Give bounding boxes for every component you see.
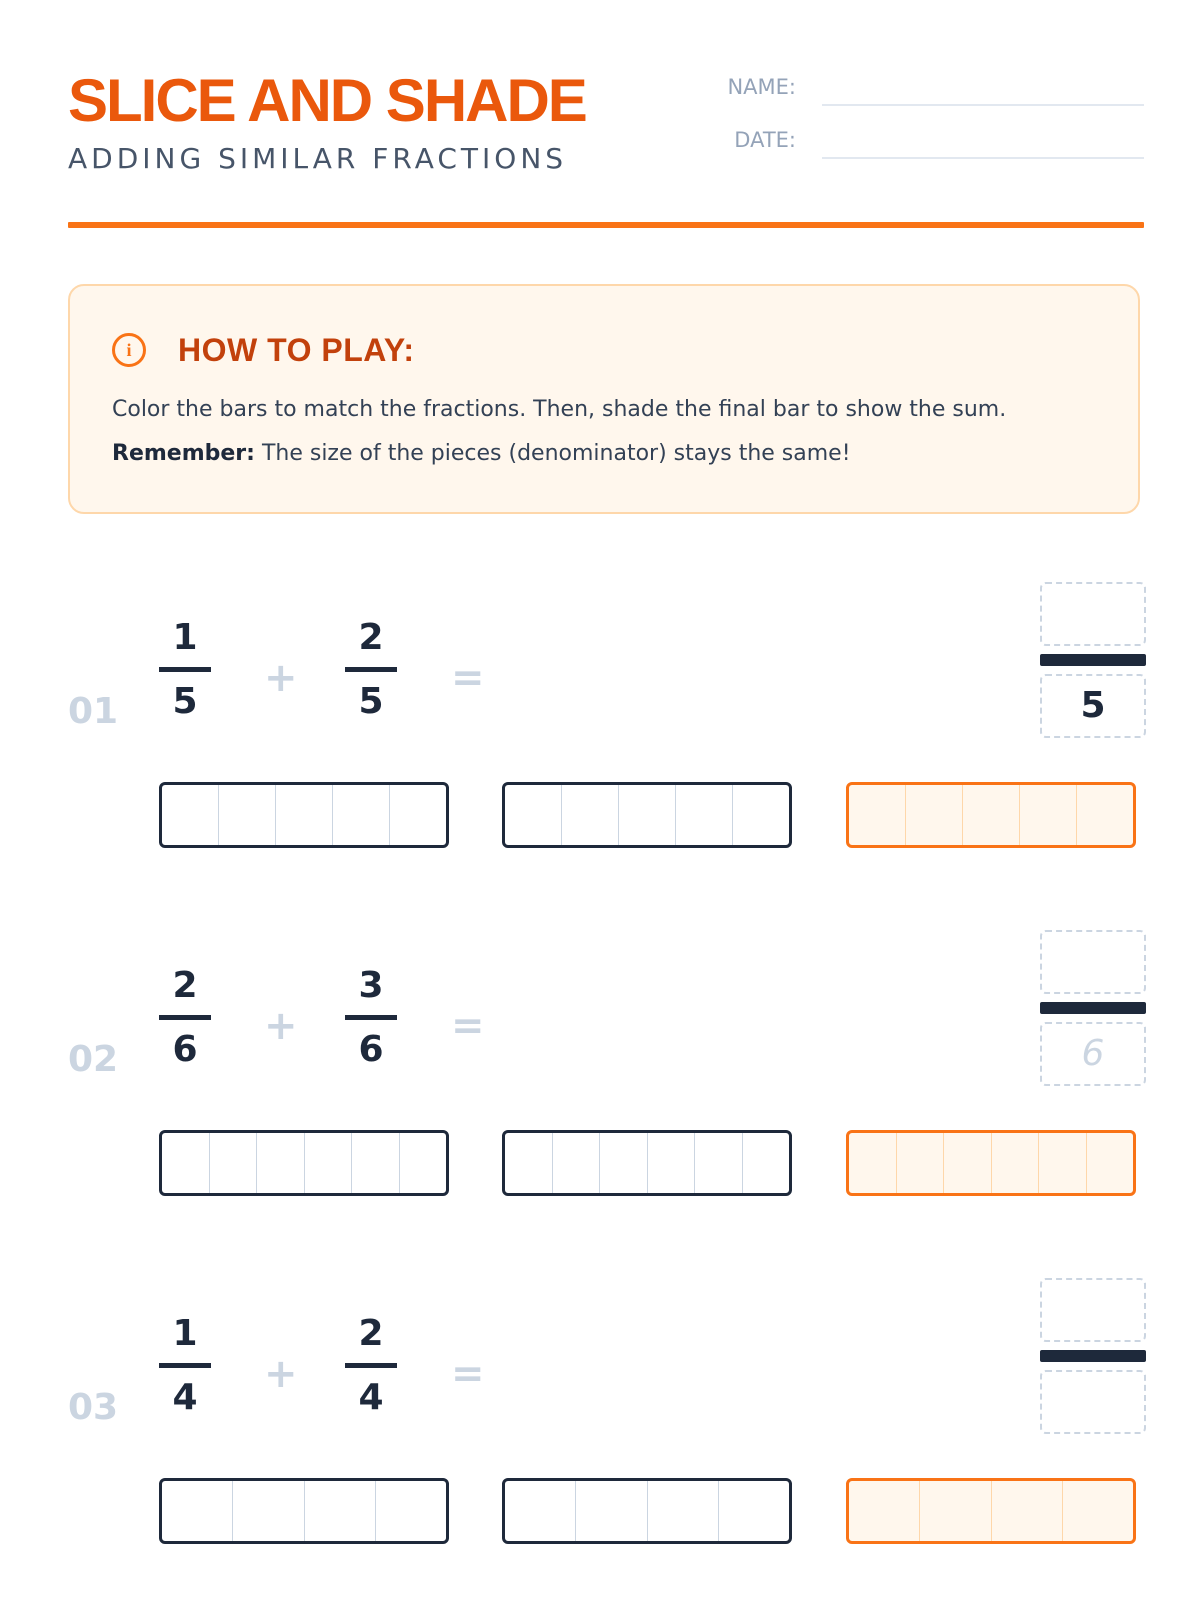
- bar-segment[interactable]: [210, 1133, 258, 1193]
- bar-segment[interactable]: [600, 1133, 648, 1193]
- instructions-line-1: Color the bars to match the fractions. Then, shade the final bar to show the sum.: [112, 397, 1007, 422]
- fraction-a-bar: [159, 1015, 211, 1020]
- fraction-a-denominator: 4: [172, 1377, 198, 1418]
- info-icon: i: [112, 333, 146, 367]
- fraction-a-bar-model[interactable]: [159, 1130, 449, 1196]
- bar-segment[interactable]: [992, 1133, 1040, 1193]
- bar-segment[interactable]: [505, 1133, 553, 1193]
- fraction-b-bar: [345, 1015, 397, 1020]
- bar-segment[interactable]: [849, 1133, 897, 1193]
- instructions-line-2: [112, 440, 851, 468]
- header-divider: [68, 222, 1144, 228]
- bar-segment[interactable]: [619, 785, 676, 845]
- fraction-a-numerator: 1: [172, 1313, 198, 1354]
- fraction-a: [159, 618, 211, 722]
- answer-denominator-box[interactable]: [1040, 1370, 1146, 1434]
- bar-segment[interactable]: [1063, 1481, 1133, 1541]
- fraction-b-bar-model[interactable]: [502, 1478, 792, 1544]
- sum-bar-model[interactable]: [846, 782, 1136, 848]
- bar-segment[interactable]: [162, 1481, 233, 1541]
- sum-bar-model[interactable]: [846, 1478, 1136, 1544]
- answer-fraction: [1040, 582, 1146, 738]
- fraction-a-denominator: 6: [172, 1029, 198, 1070]
- fraction-b-numerator: 3: [358, 965, 384, 1006]
- fraction-a-bar: [159, 1363, 211, 1368]
- fraction-b-bar-model[interactable]: [502, 782, 792, 848]
- name-line[interactable]: [822, 104, 1144, 106]
- bar-segment[interactable]: [233, 1481, 304, 1541]
- fraction-b: [345, 618, 397, 722]
- problem-03: [0, 1232, 1200, 1572]
- bar-segment[interactable]: [695, 1133, 743, 1193]
- bar-segment[interactable]: [505, 785, 562, 845]
- fraction-b-denominator: 6: [358, 1029, 384, 1070]
- bar-segment[interactable]: [1020, 785, 1077, 845]
- answer-fraction-bar: [1040, 1350, 1146, 1362]
- sum-bar-model[interactable]: [846, 1130, 1136, 1196]
- problem-01: [0, 536, 1200, 876]
- worksheet-subtitle: ADDING SIMILAR FRACTIONS: [68, 142, 568, 175]
- bar-segment[interactable]: [906, 785, 963, 845]
- fraction-a-bar-model[interactable]: [159, 782, 449, 848]
- bar-segment[interactable]: [648, 1133, 696, 1193]
- answer-numerator-box[interactable]: [1040, 1278, 1146, 1342]
- fraction-a-denominator: 5: [172, 681, 198, 722]
- answer-denominator-box[interactable]: 6: [1040, 1022, 1146, 1086]
- bar-segment[interactable]: [276, 785, 333, 845]
- bar-segment[interactable]: [1087, 1133, 1134, 1193]
- date-label: DATE:: [734, 128, 796, 152]
- bar-segment[interactable]: [562, 785, 619, 845]
- how-to-play-panel: [68, 284, 1140, 514]
- answer-denominator-box[interactable]: 5: [1040, 674, 1146, 738]
- fraction-a-bar-model[interactable]: [159, 1478, 449, 1544]
- bar-segment[interactable]: [352, 1133, 400, 1193]
- worksheet-title: SLICE AND SHADE: [68, 67, 586, 134]
- bar-segment[interactable]: [648, 1481, 719, 1541]
- date-line[interactable]: [822, 157, 1144, 159]
- bar-segment[interactable]: [305, 1481, 376, 1541]
- bar-segment[interactable]: [162, 785, 219, 845]
- bar-segment[interactable]: [849, 1481, 920, 1541]
- fraction-b-bar-model[interactable]: [502, 1130, 792, 1196]
- fraction-b-numerator: 2: [358, 617, 384, 658]
- plus-sign: +: [264, 1003, 298, 1049]
- fraction-a-numerator: 2: [172, 965, 198, 1006]
- answer-numerator-box[interactable]: [1040, 930, 1146, 994]
- bar-segment[interactable]: [992, 1481, 1063, 1541]
- equals-sign: =: [451, 655, 485, 701]
- problem-number: 03: [68, 1387, 119, 1428]
- bar-segment[interactable]: [719, 1481, 789, 1541]
- problem-number: 01: [68, 691, 119, 732]
- equals-sign: =: [451, 1003, 485, 1049]
- bar-segment[interactable]: [963, 785, 1020, 845]
- fraction-b-denominator: 5: [358, 681, 384, 722]
- bar-segment[interactable]: [1039, 1133, 1087, 1193]
- answer-fraction-bar: [1040, 1002, 1146, 1014]
- bar-segment[interactable]: [733, 785, 789, 845]
- fraction-b-denominator: 4: [358, 1377, 384, 1418]
- bar-segment[interactable]: [162, 1133, 210, 1193]
- fraction-b-bar: [345, 1363, 397, 1368]
- fraction-a-numerator: 1: [172, 617, 198, 658]
- equals-sign: =: [451, 1351, 485, 1397]
- fraction-b-bar: [345, 667, 397, 672]
- answer-fraction: [1040, 1278, 1146, 1434]
- remember-text: The size of the pieces (denominator) stays the same!: [254, 441, 851, 466]
- bar-segment[interactable]: [390, 785, 446, 845]
- bar-segment[interactable]: [553, 1133, 601, 1193]
- remember-label: Remember:: [112, 441, 255, 466]
- bar-segment[interactable]: [576, 1481, 647, 1541]
- bar-segment[interactable]: [920, 1481, 991, 1541]
- bar-segment[interactable]: [305, 1133, 353, 1193]
- fraction-a: [159, 966, 211, 1070]
- bar-segment[interactable]: [849, 785, 906, 845]
- bar-segment[interactable]: [944, 1133, 992, 1193]
- bar-segment[interactable]: [257, 1133, 305, 1193]
- answer-numerator-box[interactable]: [1040, 582, 1146, 646]
- fraction-a-bar: [159, 667, 211, 672]
- answer-fraction-bar: [1040, 654, 1146, 666]
- fraction-b: [345, 966, 397, 1070]
- name-label: NAME:: [727, 75, 796, 99]
- bar-segment[interactable]: [219, 785, 276, 845]
- how-to-play-title: HOW TO PLAY:: [178, 332, 415, 368]
- bar-segment[interactable]: [897, 1133, 945, 1193]
- bar-segment[interactable]: [333, 785, 390, 845]
- bar-segment[interactable]: [676, 785, 733, 845]
- bar-segment[interactable]: [1077, 785, 1133, 845]
- bar-segment[interactable]: [505, 1481, 576, 1541]
- fraction-a: [159, 1314, 211, 1418]
- problem-number: 02: [68, 1039, 119, 1080]
- problem-02: [0, 884, 1200, 1224]
- bar-segment[interactable]: [743, 1133, 790, 1193]
- bar-segment[interactable]: [400, 1133, 447, 1193]
- answer-fraction: [1040, 930, 1146, 1086]
- bar-segment[interactable]: [376, 1481, 446, 1541]
- plus-sign: +: [264, 1351, 298, 1397]
- plus-sign: +: [264, 655, 298, 701]
- fraction-b: [345, 1314, 397, 1418]
- fraction-b-numerator: 2: [358, 1313, 384, 1354]
